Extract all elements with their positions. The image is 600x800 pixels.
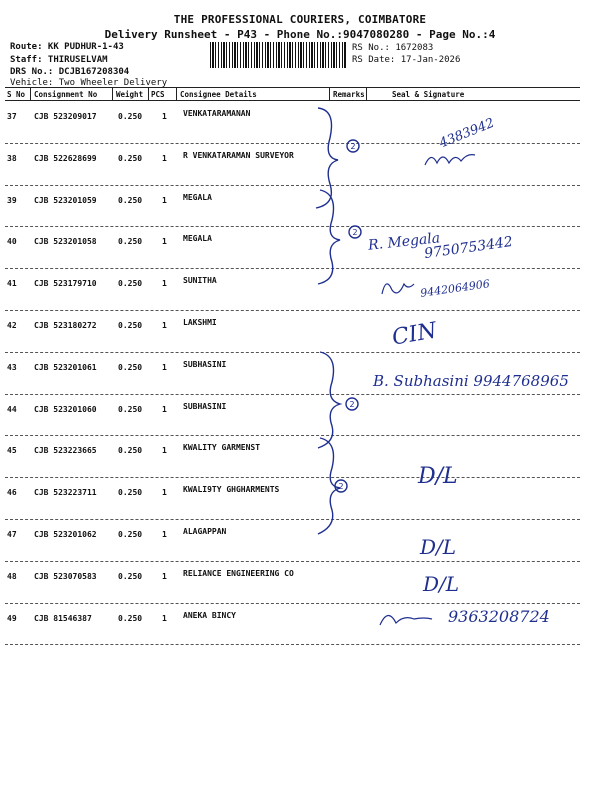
- signature-scribble: [425, 155, 475, 165]
- handwritten-name: R. Megala: [367, 230, 441, 254]
- col-pcs: PCS: [151, 90, 165, 99]
- cell-weight: 0.250: [118, 237, 143, 247]
- cell-consignee: KWALITY GARMENST: [183, 443, 261, 453]
- cell-consignment: CJB 523223665: [34, 446, 97, 456]
- cell-consignment: CJB 523201059: [34, 195, 97, 205]
- cell-sno: 48: [7, 571, 17, 581]
- cell-consignment: CJB 81546387: [34, 613, 92, 623]
- vehicle-text: Vehicle: Two Wheeler Delivery: [10, 78, 168, 88]
- cell-consignee: KWALI9TY GHGHARMENTS: [183, 485, 280, 495]
- cell-consignment: CJB 523201058: [34, 237, 97, 247]
- cell-weight: 0.250: [118, 153, 143, 163]
- rs-number: RS No.: 1672083: [352, 43, 434, 53]
- handwritten-dl: D/L: [423, 572, 460, 596]
- handwritten-phone: 4383942: [437, 115, 497, 152]
- handwritten-dl: D/L: [420, 535, 457, 559]
- handwritten-phone: 9442064906: [419, 277, 491, 300]
- cell-weight: 0.250: [118, 404, 143, 414]
- cell-pcs: 1: [162, 321, 167, 330]
- cell-consignee: MEGALA: [183, 192, 212, 202]
- cell-sno: 47: [7, 530, 17, 539]
- cell-consignee: LAKSHMI: [183, 318, 217, 327]
- cell-pcs: 1: [162, 530, 167, 539]
- handwritten-name-phone: B. Subhasini 9944768965: [373, 372, 569, 390]
- cell-weight: 0.250: [118, 362, 143, 372]
- cell-pcs: 1: [162, 613, 167, 623]
- cell-pcs: 1: [162, 112, 167, 121]
- cell-pcs: 1: [162, 446, 167, 456]
- cell-consignment: CJB 522628699: [34, 153, 97, 163]
- col-sno: S No: [7, 90, 26, 99]
- runsheet-subtitle: Delivery Runsheet - P43 - Phone No.:9047080280 - Page No.:4: [104, 28, 496, 41]
- cell-weight: 0.250: [118, 571, 143, 581]
- cell-sno: 41: [7, 279, 17, 289]
- cell-sno: 37: [7, 112, 17, 121]
- staff-text: Staff: THIRUSELVAM: [10, 55, 108, 65]
- cell-weight: 0.250: [118, 613, 143, 623]
- remark-mark: 2: [338, 482, 344, 491]
- signature-scribble: [380, 615, 432, 625]
- cell-weight: 0.250: [118, 321, 143, 330]
- cell-sno: 40: [7, 237, 17, 247]
- cell-pcs: 1: [162, 279, 167, 289]
- cell-consignee: ANEKA BINCY: [183, 610, 236, 620]
- col-remarks: Remarks: [333, 90, 365, 99]
- cell-consignee: ALAGAPPAN: [183, 527, 227, 536]
- cell-consignment: CJB 523179710: [34, 279, 97, 289]
- cell-consignment: CJB 523201060: [34, 404, 97, 414]
- remark-mark: 2: [350, 142, 356, 151]
- handwritten-phone: 9750753442: [423, 233, 514, 263]
- drs-number: DRS No.: DCJB167208304: [10, 67, 130, 77]
- cell-consignee: VENKATARAMANAN: [183, 109, 251, 118]
- remark-mark: 2: [352, 228, 358, 237]
- rs-date: RS Date: 17-Jan-2026: [352, 55, 461, 65]
- cell-pcs: 1: [162, 571, 167, 581]
- cell-sno: 49: [7, 613, 17, 623]
- cell-consignee: RELIANCE ENGINEERING CO: [183, 568, 294, 578]
- cell-consignee: SUNITHA: [183, 276, 217, 286]
- cell-weight: 0.250: [118, 530, 143, 539]
- cell-weight: 0.250: [118, 488, 143, 498]
- cell-consignee: SUBHASINI: [183, 401, 227, 411]
- signature-scribble: [382, 284, 414, 294]
- cell-pcs: 1: [162, 153, 167, 163]
- cell-pcs: 1: [162, 195, 167, 205]
- cell-consignment: CJB 523070583: [34, 571, 97, 581]
- col-consignment: Consignment No: [34, 90, 98, 99]
- route-text: Route: KK PUDHUR-1-43: [10, 42, 124, 52]
- handwritten-dl: D/L: [418, 464, 458, 489]
- cell-pcs: 1: [162, 404, 167, 414]
- cell-sno: 46: [7, 488, 17, 498]
- cell-sno: 45: [7, 446, 17, 456]
- remark-mark: 2: [349, 400, 355, 409]
- cell-weight: 0.250: [118, 446, 143, 456]
- cell-sno: 43: [7, 362, 17, 372]
- cell-sno: 44: [7, 404, 17, 414]
- cell-sno: 39: [7, 195, 17, 205]
- cell-sno: 38: [7, 153, 17, 163]
- handwritten-phone: 9363208724: [448, 607, 550, 626]
- cell-consignment: CJB 523180272: [34, 321, 97, 330]
- cell-consignment: CJB 523201062: [34, 530, 97, 539]
- col-seal-signature: Seal & Signature: [392, 90, 465, 99]
- col-consignee: Consignee Details: [180, 90, 257, 99]
- handwritten-remark: CIN: [390, 318, 439, 351]
- cell-weight: 0.250: [118, 195, 143, 205]
- col-weight: Weight: [116, 90, 144, 99]
- cell-consignee: R VENKATARAMAN SURVEYOR: [183, 150, 294, 160]
- cell-weight: 0.250: [118, 112, 143, 121]
- cell-consignment: CJB 523223711: [34, 488, 97, 498]
- cell-consignment: CJB 523209017: [34, 112, 97, 121]
- cell-sno: 42: [7, 321, 17, 330]
- cell-consignee: SUBHASINI: [183, 359, 227, 369]
- cell-weight: 0.250: [118, 279, 143, 289]
- cell-consignee: MEGALA: [183, 234, 212, 244]
- company-title: THE PROFESSIONAL COURIERS, COIMBATORE: [173, 13, 427, 26]
- cell-pcs: 1: [162, 362, 167, 372]
- cell-pcs: 1: [162, 237, 167, 247]
- cell-pcs: 1: [162, 488, 167, 498]
- cell-consignment: CJB 523201061: [34, 362, 97, 372]
